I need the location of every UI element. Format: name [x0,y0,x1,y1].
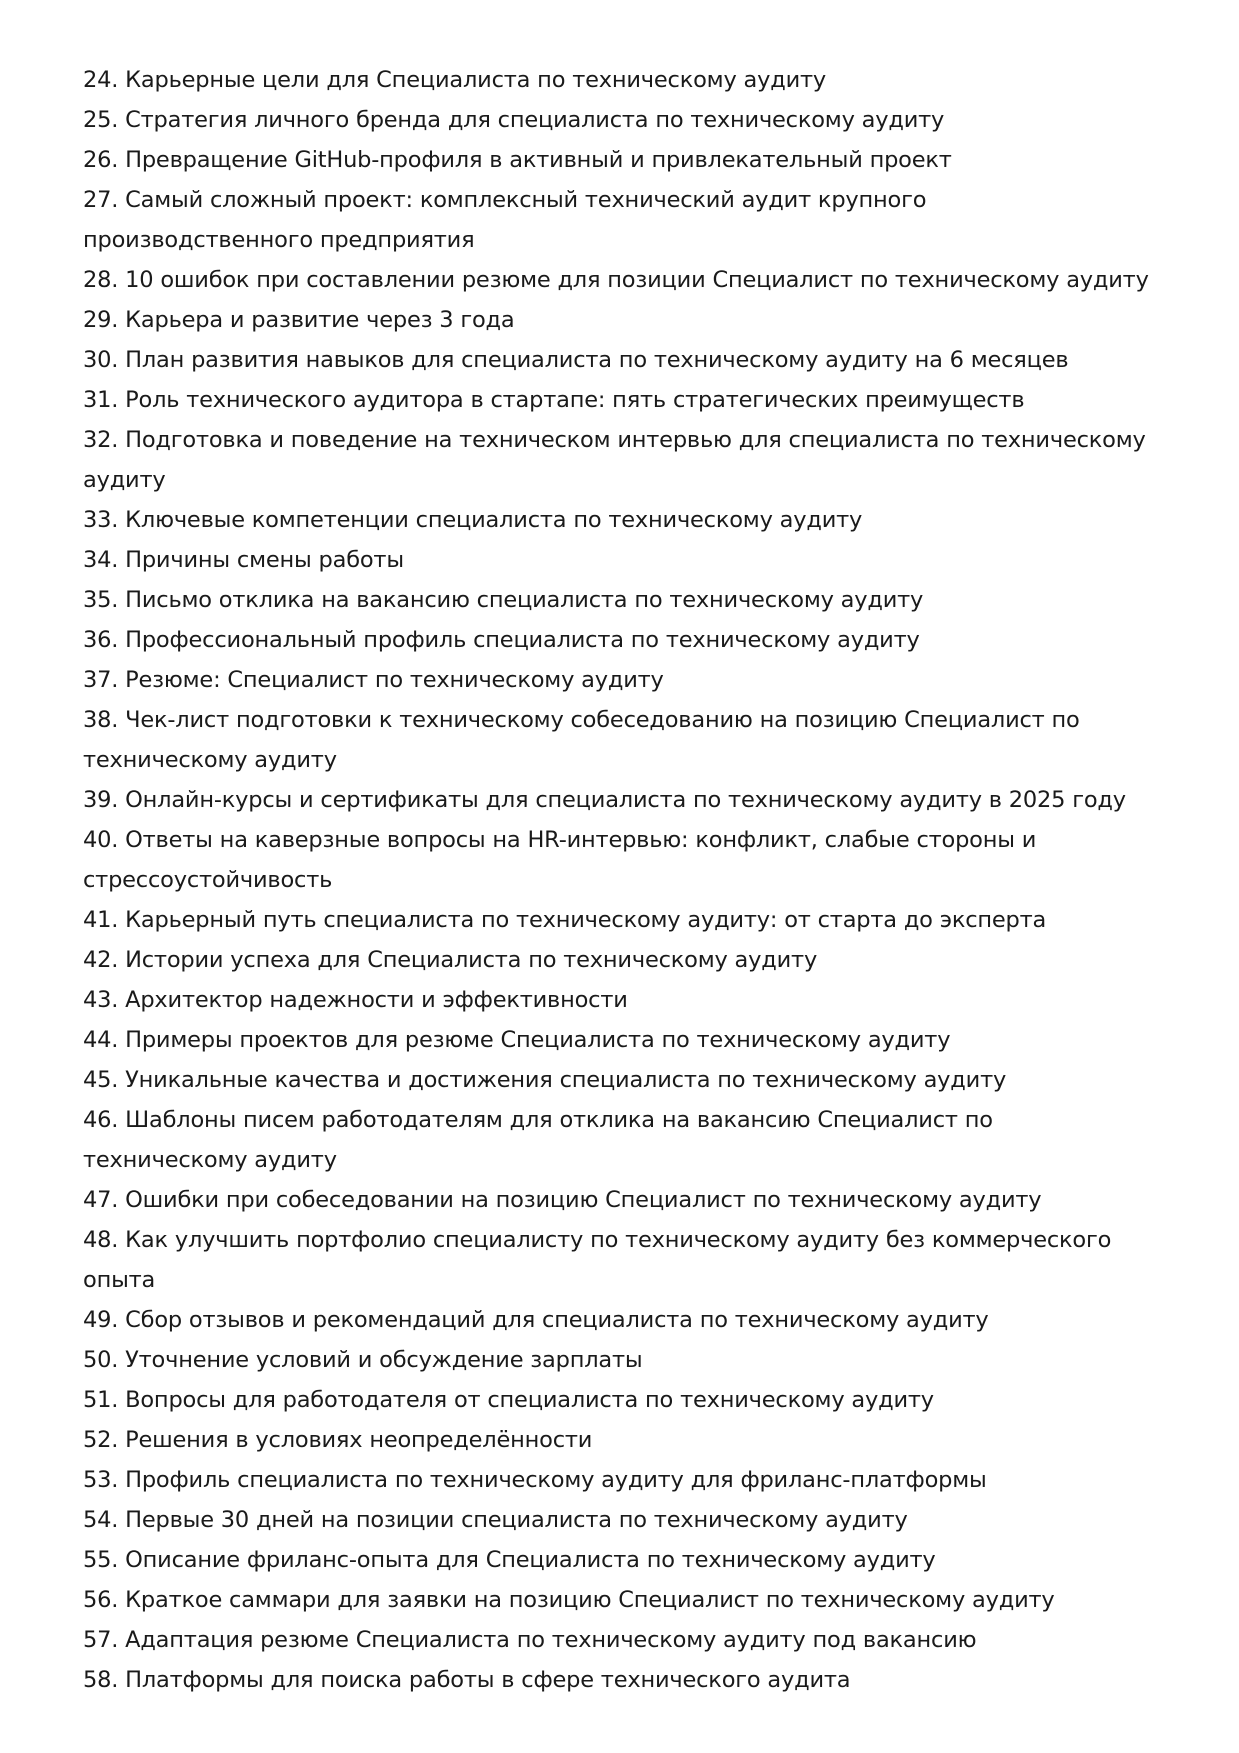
toc-item: 38. Чек-лист подготовки к техническому собеседованию на позицию Специалист по техническому аудиту [83,707,1080,773]
toc-item: 35. Письмо отклика на вакансию специалиста по техническому аудиту [83,587,924,613]
toc-item: 46. Шаблоны писем работодателям для отклика на вакансию Специалист по техническому аудиту [83,1107,993,1173]
toc-item: 28. 10 ошибок при составлении резюме для позиции Специалист по техническому аудиту [83,267,1149,293]
toc-item: 58. Платформы для поиска работы в сфере технического аудита [83,1667,851,1693]
toc-item: 49. Сбор отзывов и рекомендаций для специалиста по техническому аудиту [83,1307,989,1333]
toc-item: 24. Карьерные цели для Специалиста по техническому аудиту [83,67,827,93]
toc-item: 55. Описание фриланс-опыта для Специалиста по техническому аудиту [83,1547,936,1573]
toc-item: 52. Решения в условиях неопределённости [83,1427,593,1453]
toc-item: 25. Стратегия личного бренда для специалиста по техническому аудиту [83,107,945,133]
toc-item: 27. Самый сложный проект: комплексный технический аудит крупного производственного предприятия [83,187,927,253]
toc-item: 51. Вопросы для работодателя от специалиста по техническому аудиту [83,1387,934,1413]
toc-item: 44. Примеры проектов для резюме Специалиста по техническому аудиту [83,1027,951,1053]
toc-item: 33. Ключевые компетенции специалиста по техническому аудиту [83,507,863,533]
toc-item: 45. Уникальные качества и достижения специалиста по техническому аудиту [83,1067,1007,1093]
toc-item: 56. Краткое саммари для заявки на позицию Специалист по техническому аудиту [83,1587,1055,1613]
toc-item: 47. Ошибки при собеседовании на позицию Специалист по техническому аудиту [83,1187,1042,1213]
document-page [83,60,1163,1700]
toc-item: 57. Адаптация резюме Специалиста по техническому аудиту под вакансию [83,1627,977,1653]
toc-item: 39. Онлайн-курсы и сертификаты для специалиста по техническому аудиту в 2025 году [83,787,1126,813]
toc-item: 26. Превращение GitHub-профиля в активный и привлекательный проект [83,147,952,173]
toc-item: 31. Роль технического аудитора в стартапе: пять стратегических преимуществ [83,387,1025,413]
toc-item: 34. Причины смены работы [83,547,404,573]
toc-item: 37. Резюме: Специалист по техническому аудиту [83,667,664,693]
toc-item: 29. Карьера и развитие через 3 года [83,307,515,333]
toc-item: 32. Подготовка и поведение на техническом интервью для специалиста по техническому аудиту [83,427,1146,493]
toc-item: 42. Истории успеха для Специалиста по техническому аудиту [83,947,818,973]
toc-item: 36. Профессиональный профиль специалиста по техническому аудиту [83,627,920,653]
toc-item: 48. Как улучшить портфолио специалисту по техническому аудиту без коммерческого опыта [83,1227,1112,1293]
toc-item: 53. Профиль специалиста по техническому аудиту для фриланс-платформы [83,1467,987,1493]
toc-item: 30. План развития навыков для специалиста по техническому аудиту на 6 месяцев [83,347,1069,373]
toc-item: 40. Ответы на каверзные вопросы на HR-интервью: конфликт, слабые стороны и стрессоустойчивость [83,827,1037,893]
toc-item: 41. Карьерный путь специалиста по техническому аудиту: от старта до эксперта [83,907,1047,933]
toc-item: 43. Архитектор надежности и эффективности [83,987,628,1013]
toc-item: 50. Уточнение условий и обсуждение зарплаты [83,1347,643,1373]
toc-item: 54. Первые 30 дней на позиции специалиста по техническому аудиту [83,1507,908,1533]
table-of-contents [83,60,1163,1700]
